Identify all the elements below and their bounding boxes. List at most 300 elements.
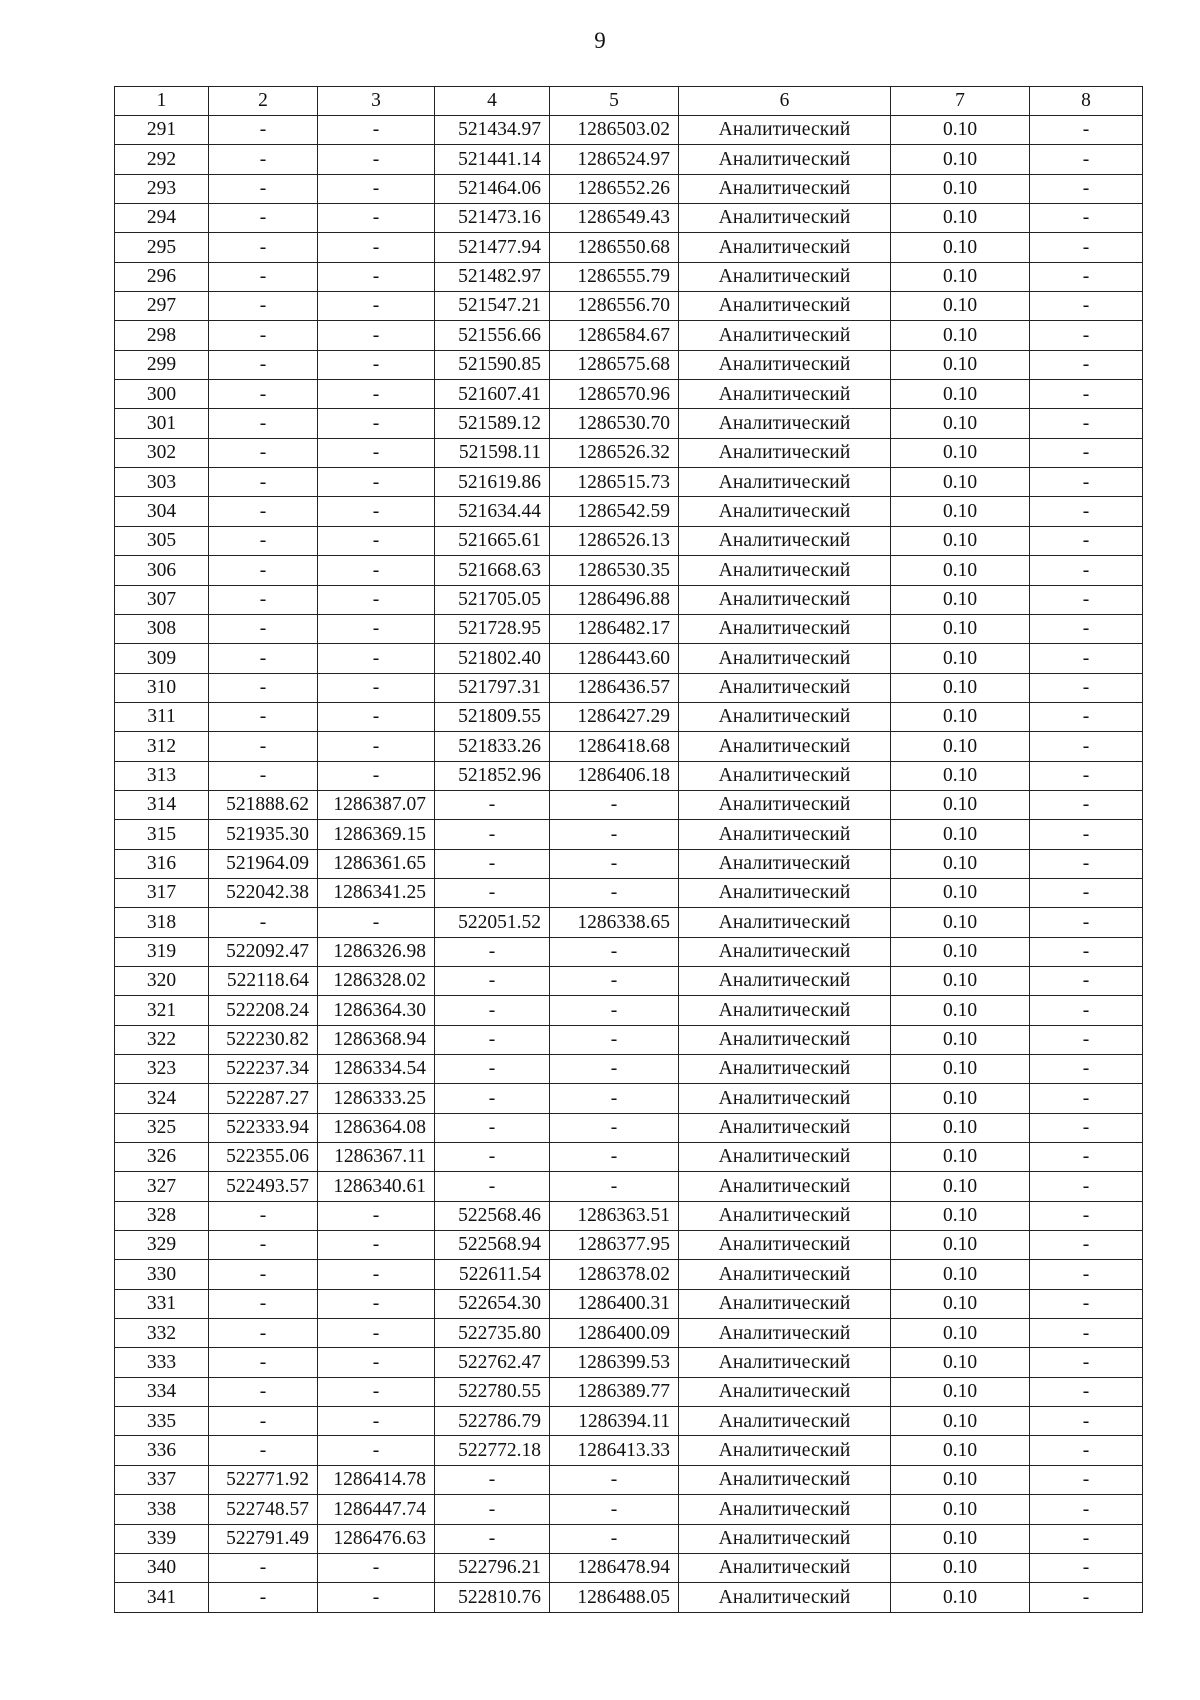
table-cell: 521668.63 xyxy=(435,556,550,585)
table-cell: 316 xyxy=(115,849,209,878)
table-cell: 522791.49 xyxy=(209,1524,318,1553)
table-cell: 0.10 xyxy=(891,761,1030,790)
table-cell: 0.10 xyxy=(891,204,1030,233)
table-row xyxy=(115,468,1143,497)
table-cell: 1286369.15 xyxy=(318,820,435,849)
table-cell: 338 xyxy=(115,1495,209,1524)
table-cell: 0.10 xyxy=(891,820,1030,849)
table-cell: - xyxy=(435,1495,550,1524)
table-cell: 521607.41 xyxy=(435,380,550,409)
table-cell: - xyxy=(1030,614,1143,643)
table-cell: - xyxy=(318,174,435,203)
table-cell: 1286400.09 xyxy=(550,1319,679,1348)
table-cell: - xyxy=(1030,497,1143,526)
table-cell: 1286542.59 xyxy=(550,497,679,526)
table-cell: - xyxy=(318,1436,435,1465)
table-row xyxy=(115,1201,1143,1230)
table-cell: 521888.62 xyxy=(209,790,318,819)
table-cell: 0.10 xyxy=(891,644,1030,673)
table-cell: - xyxy=(318,673,435,702)
table-cell: 334 xyxy=(115,1377,209,1406)
table-cell: 1286476.63 xyxy=(318,1524,435,1553)
table-cell: 522735.80 xyxy=(435,1319,550,1348)
table-cell: - xyxy=(209,1289,318,1318)
table-cell: - xyxy=(1030,1465,1143,1494)
table-cell: 1286387.07 xyxy=(318,790,435,819)
table-cell: - xyxy=(1030,1583,1143,1612)
table-cell: 1286555.79 xyxy=(550,262,679,291)
table-cell: - xyxy=(1030,1260,1143,1289)
table-cell: 326 xyxy=(115,1143,209,1172)
table-cell: - xyxy=(209,292,318,321)
table-cell: 303 xyxy=(115,468,209,497)
table-cell: Аналитический xyxy=(679,937,891,966)
table-cell: 0.10 xyxy=(891,1289,1030,1318)
table-cell: 298 xyxy=(115,321,209,350)
table-cell: Аналитический xyxy=(679,1407,891,1436)
table-cell: - xyxy=(1030,849,1143,878)
table-cell: 1286443.60 xyxy=(550,644,679,673)
table-cell: - xyxy=(1030,1436,1143,1465)
table-cell: 0.10 xyxy=(891,673,1030,702)
table-cell: 293 xyxy=(115,174,209,203)
table-cell: 1286394.11 xyxy=(550,1407,679,1436)
table-cell: - xyxy=(209,380,318,409)
table-cell: Аналитический xyxy=(679,145,891,174)
table-cell: 1286530.70 xyxy=(550,409,679,438)
table-cell: Аналитический xyxy=(679,116,891,145)
table-cell: 1286326.98 xyxy=(318,937,435,966)
table-cell: 522118.64 xyxy=(209,966,318,995)
table-row xyxy=(115,1524,1143,1553)
table-cell: - xyxy=(318,908,435,937)
table-cell: 0.10 xyxy=(891,702,1030,731)
table-cell: 1286427.29 xyxy=(550,702,679,731)
table-cell: 522042.38 xyxy=(209,878,318,907)
table-cell: Аналитический xyxy=(679,1084,891,1113)
table-cell: 522762.47 xyxy=(435,1348,550,1377)
table-cell: 521464.06 xyxy=(435,174,550,203)
table-cell: - xyxy=(435,820,550,849)
table-cell: 322 xyxy=(115,1025,209,1054)
table-cell: Аналитический xyxy=(679,1377,891,1406)
table-cell: - xyxy=(209,497,318,526)
table-row xyxy=(115,350,1143,379)
table-cell: 309 xyxy=(115,644,209,673)
table-cell: 295 xyxy=(115,233,209,262)
table-row xyxy=(115,1407,1143,1436)
table-cell: Аналитический xyxy=(679,380,891,409)
table-cell: 521964.09 xyxy=(209,849,318,878)
table-cell: 0.10 xyxy=(891,937,1030,966)
table-cell: 0.10 xyxy=(891,790,1030,819)
table-cell: Аналитический xyxy=(679,1025,891,1054)
table-cell: 0.10 xyxy=(891,497,1030,526)
table-cell: Аналитический xyxy=(679,497,891,526)
table-cell: - xyxy=(318,321,435,350)
table-cell: 0.10 xyxy=(891,380,1030,409)
table-row xyxy=(115,673,1143,702)
table-cell: Аналитический xyxy=(679,1113,891,1142)
table-cell: - xyxy=(550,790,679,819)
table-cell: 0.10 xyxy=(891,1583,1030,1612)
table-cell: 0.10 xyxy=(891,1319,1030,1348)
table-row xyxy=(115,585,1143,614)
table-cell: 521802.40 xyxy=(435,644,550,673)
table-cell: 1286530.35 xyxy=(550,556,679,585)
table-cell: Аналитический xyxy=(679,702,891,731)
table-cell: - xyxy=(1030,1084,1143,1113)
table-cell: 522771.92 xyxy=(209,1465,318,1494)
table-cell: 0.10 xyxy=(891,1231,1030,1260)
table-cell: 0.10 xyxy=(891,1465,1030,1494)
table-cell: 302 xyxy=(115,438,209,467)
table-cell: 1286367.11 xyxy=(318,1143,435,1172)
table-cell: - xyxy=(209,1231,318,1260)
table-row xyxy=(115,1436,1143,1465)
table-cell: 311 xyxy=(115,702,209,731)
table-cell: 310 xyxy=(115,673,209,702)
table-cell: - xyxy=(1030,1143,1143,1172)
table-cell: 0.10 xyxy=(891,908,1030,937)
table-cell: 1286333.25 xyxy=(318,1084,435,1113)
table-cell: - xyxy=(1030,937,1143,966)
table-cell: - xyxy=(1030,1495,1143,1524)
table-cell: - xyxy=(550,937,679,966)
table-cell: 1286526.32 xyxy=(550,438,679,467)
table-cell: Аналитический xyxy=(679,438,891,467)
table-cell: 1286496.88 xyxy=(550,585,679,614)
table-cell: 0.10 xyxy=(891,233,1030,262)
table-cell: - xyxy=(318,497,435,526)
table-cell: 521728.95 xyxy=(435,614,550,643)
table-cell: 521833.26 xyxy=(435,732,550,761)
table-cell: - xyxy=(318,761,435,790)
table-cell: 1286570.96 xyxy=(550,380,679,409)
table-cell: - xyxy=(435,790,550,819)
table-cell: - xyxy=(550,1524,679,1553)
table-cell: 313 xyxy=(115,761,209,790)
table-cell: 339 xyxy=(115,1524,209,1553)
table-cell: 0.10 xyxy=(891,1436,1030,1465)
table-cell: - xyxy=(209,761,318,790)
table-cell: - xyxy=(1030,966,1143,995)
table-cell: 0.10 xyxy=(891,1201,1030,1230)
table-cell: 522287.27 xyxy=(209,1084,318,1113)
table-cell: 1286447.74 xyxy=(318,1495,435,1524)
table-cell: - xyxy=(1030,1231,1143,1260)
table-cell: - xyxy=(209,1348,318,1377)
table-cell: - xyxy=(550,996,679,1025)
table-cell: - xyxy=(318,1231,435,1260)
table-cell: - xyxy=(435,1465,550,1494)
table-cell: 1286334.54 xyxy=(318,1055,435,1084)
table-cell: - xyxy=(318,409,435,438)
table-cell: 0.10 xyxy=(891,321,1030,350)
table-cell: 1286550.68 xyxy=(550,233,679,262)
table-cell: - xyxy=(1030,116,1143,145)
table-cell: - xyxy=(550,1113,679,1142)
table-cell: - xyxy=(318,614,435,643)
table-cell: - xyxy=(318,438,435,467)
table-cell: 521556.66 xyxy=(435,321,550,350)
table-cell: 0.10 xyxy=(891,1084,1030,1113)
table-cell: 0.10 xyxy=(891,1113,1030,1142)
table-cell: - xyxy=(209,673,318,702)
table-row xyxy=(115,292,1143,321)
table-cell: 308 xyxy=(115,614,209,643)
table-cell: - xyxy=(1030,262,1143,291)
column-header: 2 xyxy=(209,87,318,116)
table-cell: 327 xyxy=(115,1172,209,1201)
table-cell: Аналитический xyxy=(679,262,891,291)
table-cell: - xyxy=(1030,790,1143,819)
table-cell: Аналитический xyxy=(679,820,891,849)
table-row xyxy=(115,1495,1143,1524)
table-cell: 522796.21 xyxy=(435,1553,550,1582)
table-cell: - xyxy=(318,1377,435,1406)
table-cell: 522654.30 xyxy=(435,1289,550,1318)
table-cell: Аналитический xyxy=(679,761,891,790)
column-header: 4 xyxy=(435,87,550,116)
table-cell: 307 xyxy=(115,585,209,614)
table-row xyxy=(115,1172,1143,1201)
table-cell: 0.10 xyxy=(891,262,1030,291)
table-cell: 337 xyxy=(115,1465,209,1494)
table-cell: - xyxy=(435,996,550,1025)
table-cell: - xyxy=(435,966,550,995)
table-cell: 328 xyxy=(115,1201,209,1230)
table-cell: 521482.97 xyxy=(435,262,550,291)
table-cell: Аналитический xyxy=(679,878,891,907)
table-cell: - xyxy=(209,732,318,761)
table-cell: 1286556.70 xyxy=(550,292,679,321)
table-cell: Аналитический xyxy=(679,292,891,321)
table-cell: 1286549.43 xyxy=(550,204,679,233)
table-cell: 522810.76 xyxy=(435,1583,550,1612)
table-cell: - xyxy=(1030,1113,1143,1142)
table-cell: Аналитический xyxy=(679,1348,891,1377)
table-row xyxy=(115,1319,1143,1348)
table-cell: - xyxy=(435,1025,550,1054)
table-row xyxy=(115,1143,1143,1172)
table-cell: - xyxy=(209,145,318,174)
table-cell: - xyxy=(318,468,435,497)
table-cell: 521441.14 xyxy=(435,145,550,174)
table-cell: 0.10 xyxy=(891,1377,1030,1406)
table-row xyxy=(115,1113,1143,1142)
coordinates-table xyxy=(114,86,1143,1613)
table-cell: Аналитический xyxy=(679,790,891,819)
table-cell: 521477.94 xyxy=(435,233,550,262)
table-cell: 521547.21 xyxy=(435,292,550,321)
table-cell: 521705.05 xyxy=(435,585,550,614)
table-cell: - xyxy=(1030,233,1143,262)
table-cell: - xyxy=(1030,585,1143,614)
column-header: 3 xyxy=(318,87,435,116)
table-cell: - xyxy=(550,878,679,907)
table-cell: 1286328.02 xyxy=(318,966,435,995)
table-cell: 1286363.51 xyxy=(550,1201,679,1230)
table-row xyxy=(115,380,1143,409)
table-cell: 1286368.94 xyxy=(318,1025,435,1054)
table-cell: 1286584.67 xyxy=(550,321,679,350)
table-cell: - xyxy=(1030,174,1143,203)
table-cell: 331 xyxy=(115,1289,209,1318)
table-cell: 522568.94 xyxy=(435,1231,550,1260)
table-cell: - xyxy=(318,380,435,409)
table-row xyxy=(115,1289,1143,1318)
table-cell: - xyxy=(318,526,435,555)
table-cell: 0.10 xyxy=(891,468,1030,497)
table-cell: - xyxy=(1030,1201,1143,1230)
table-cell: - xyxy=(209,526,318,555)
table-row xyxy=(115,937,1143,966)
column-header: 6 xyxy=(679,87,891,116)
table-cell: 317 xyxy=(115,878,209,907)
table-cell: 306 xyxy=(115,556,209,585)
table-cell: - xyxy=(318,585,435,614)
table-cell: - xyxy=(550,820,679,849)
table-cell: - xyxy=(209,233,318,262)
table-cell: - xyxy=(209,1407,318,1436)
table-cell: Аналитический xyxy=(679,1289,891,1318)
table-header-row xyxy=(115,87,1143,116)
table-cell: 521809.55 xyxy=(435,702,550,731)
table-cell: 521590.85 xyxy=(435,350,550,379)
table-cell: - xyxy=(318,350,435,379)
table-cell: - xyxy=(435,1113,550,1142)
table-cell: 341 xyxy=(115,1583,209,1612)
table-cell: - xyxy=(1030,644,1143,673)
table-cell: 296 xyxy=(115,262,209,291)
table-cell: - xyxy=(209,702,318,731)
table-cell: - xyxy=(1030,526,1143,555)
table-cell: - xyxy=(318,262,435,291)
table-cell: 522208.24 xyxy=(209,996,318,1025)
table-cell: - xyxy=(209,204,318,233)
table-row xyxy=(115,497,1143,526)
table-cell: Аналитический xyxy=(679,1201,891,1230)
table-cell: - xyxy=(435,937,550,966)
table-cell: - xyxy=(209,409,318,438)
table-cell: Аналитический xyxy=(679,1260,891,1289)
table-cell: Аналитический xyxy=(679,321,891,350)
table-cell: 0.10 xyxy=(891,1025,1030,1054)
table-cell: 522230.82 xyxy=(209,1025,318,1054)
table-cell: 1286378.02 xyxy=(550,1260,679,1289)
table-cell: 0.10 xyxy=(891,116,1030,145)
table-cell: 0.10 xyxy=(891,614,1030,643)
table-cell: - xyxy=(209,262,318,291)
table-cell: 318 xyxy=(115,908,209,937)
table-cell: 0.10 xyxy=(891,409,1030,438)
table-cell: - xyxy=(1030,820,1143,849)
table-cell: 0.10 xyxy=(891,1348,1030,1377)
table-cell: 1286482.17 xyxy=(550,614,679,643)
table-row xyxy=(115,116,1143,145)
table-cell: Аналитический xyxy=(679,614,891,643)
table-cell: 522611.54 xyxy=(435,1260,550,1289)
table-cell: - xyxy=(1030,1553,1143,1582)
table-cell: 0.10 xyxy=(891,849,1030,878)
table-cell: 521665.61 xyxy=(435,526,550,555)
table-cell: 0.10 xyxy=(891,585,1030,614)
table-cell: 521634.44 xyxy=(435,497,550,526)
table-cell: - xyxy=(550,1465,679,1494)
table-cell: 294 xyxy=(115,204,209,233)
table-cell: 0.10 xyxy=(891,292,1030,321)
table-cell: Аналитический xyxy=(679,468,891,497)
table-cell: 1286488.05 xyxy=(550,1583,679,1612)
table-cell: 0.10 xyxy=(891,1143,1030,1172)
table-cell: Аналитический xyxy=(679,908,891,937)
table-cell: - xyxy=(209,321,318,350)
table-cell: Аналитический xyxy=(679,585,891,614)
table-cell: 1286575.68 xyxy=(550,350,679,379)
table-cell: - xyxy=(318,1319,435,1348)
table-cell: 333 xyxy=(115,1348,209,1377)
table-cell: 330 xyxy=(115,1260,209,1289)
table-cell: - xyxy=(318,1553,435,1582)
table-cell: - xyxy=(209,438,318,467)
table-cell: 1286389.77 xyxy=(550,1377,679,1406)
table-cell: - xyxy=(209,1553,318,1582)
column-header: 5 xyxy=(550,87,679,116)
table-cell: - xyxy=(1030,468,1143,497)
table-row xyxy=(115,761,1143,790)
table-cell: Аналитический xyxy=(679,1583,891,1612)
table-cell: 522333.94 xyxy=(209,1113,318,1142)
table-row xyxy=(115,409,1143,438)
table-cell: - xyxy=(550,1172,679,1201)
table-cell: 0.10 xyxy=(891,966,1030,995)
table-cell: - xyxy=(1030,1172,1143,1201)
table-cell: Аналитический xyxy=(679,1553,891,1582)
table-cell: Аналитический xyxy=(679,996,891,1025)
table-cell: - xyxy=(435,1055,550,1084)
table-cell: - xyxy=(435,849,550,878)
table-cell: - xyxy=(318,145,435,174)
table-cell: 1286524.97 xyxy=(550,145,679,174)
table-cell: Аналитический xyxy=(679,1495,891,1524)
table-cell: - xyxy=(318,233,435,262)
table-cell: - xyxy=(209,116,318,145)
table-cell: 1286406.18 xyxy=(550,761,679,790)
table-cell: 521852.96 xyxy=(435,761,550,790)
table-cell: 521619.86 xyxy=(435,468,550,497)
table-cell: - xyxy=(1030,556,1143,585)
column-header: 1 xyxy=(115,87,209,116)
table-cell: Аналитический xyxy=(679,409,891,438)
table-cell: - xyxy=(209,614,318,643)
table-row xyxy=(115,526,1143,555)
table-cell: - xyxy=(1030,1319,1143,1348)
table-cell: - xyxy=(1030,1289,1143,1318)
table-cell: 1286515.73 xyxy=(550,468,679,497)
table-cell: 522493.57 xyxy=(209,1172,318,1201)
table-cell: - xyxy=(1030,409,1143,438)
table-cell: 315 xyxy=(115,820,209,849)
table-row xyxy=(115,262,1143,291)
table-cell: 0.10 xyxy=(891,174,1030,203)
table-cell: - xyxy=(209,174,318,203)
table-cell: Аналитический xyxy=(679,174,891,203)
table-cell: 522051.52 xyxy=(435,908,550,937)
table-cell: - xyxy=(550,1055,679,1084)
table-cell: - xyxy=(550,1143,679,1172)
table-cell: Аналитический xyxy=(679,233,891,262)
